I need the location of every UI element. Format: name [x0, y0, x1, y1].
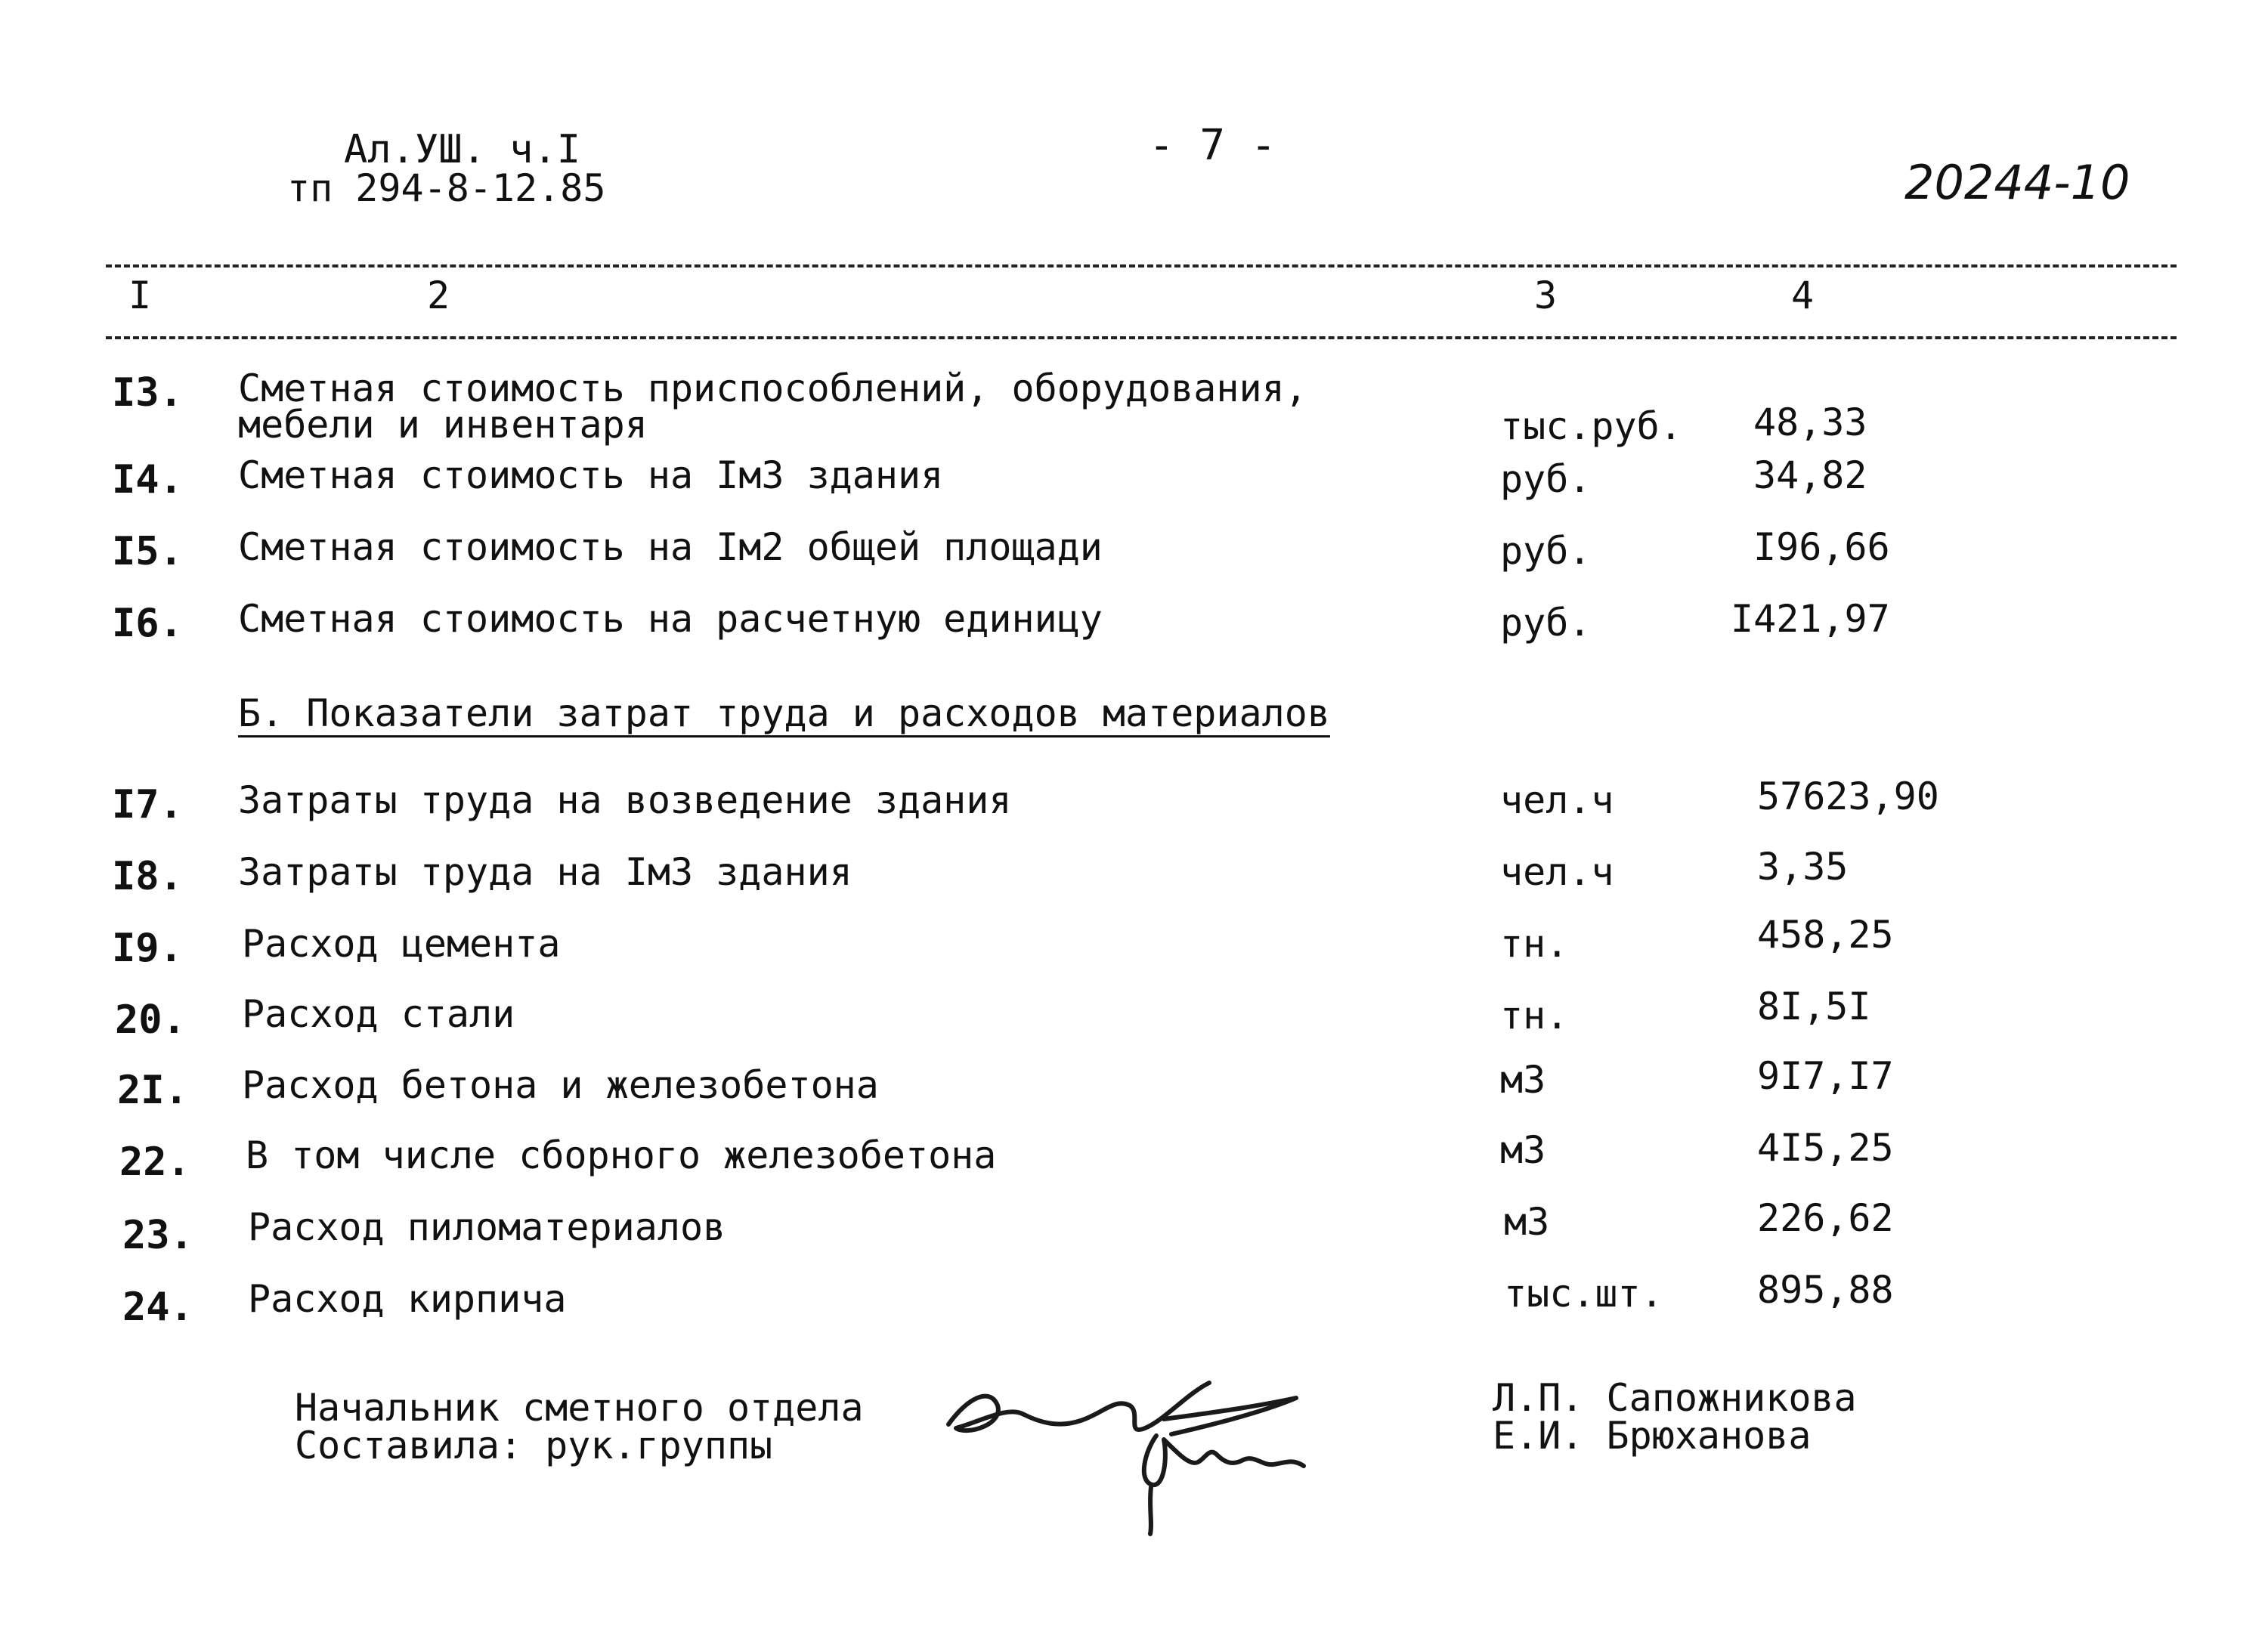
row-number: 22.	[119, 1140, 190, 1185]
row-value: 226,62	[1757, 1196, 1894, 1240]
signature-stroke-1	[948, 1383, 1296, 1434]
signature-names	[1493, 1376, 1857, 1458]
row-number: 20.	[115, 997, 186, 1043]
row-description: Расход стали	[242, 992, 515, 1036]
column-header-2: 2	[427, 274, 450, 317]
row-number: I7.	[112, 782, 183, 827]
row-value: 8I,5I	[1757, 985, 1871, 1028]
column-header-4: 4	[1791, 274, 1815, 317]
row-value: 48,33	[1753, 400, 1867, 444]
column-header-3: 3	[1534, 274, 1558, 317]
row-unit: чел.ч	[1500, 850, 1614, 894]
signature-name-2: Е.И. Брюханова	[1493, 1414, 1812, 1458]
signature-stroke-3	[1150, 1487, 1151, 1534]
signature-stroke-2	[1144, 1436, 1304, 1485]
row-number: I4.	[112, 457, 183, 502]
row-description	[238, 366, 1307, 447]
row-description: Расход цемента	[242, 922, 561, 966]
row-description-line: Сметная стоимость приспособлений, оборудования,	[238, 366, 1307, 410]
row-unit: руб.	[1500, 457, 1592, 501]
row-value: 458,25	[1757, 913, 1894, 957]
row-description: Расход пиломатериалов	[248, 1205, 726, 1249]
row-value: 3,35	[1757, 845, 1849, 889]
row-value: 34,82	[1753, 453, 1867, 497]
row-unit: руб.	[1500, 601, 1592, 645]
row-unit: тыс.шт.	[1504, 1272, 1663, 1316]
row-description: Расход бетона и железобетона	[242, 1063, 879, 1107]
signature-name-1: Л.П. Сапожникова	[1493, 1376, 1857, 1420]
row-description: В том числе сборного железобетона	[246, 1133, 997, 1177]
row-number: I8.	[112, 854, 183, 899]
row-number: I6.	[112, 601, 183, 646]
row-description-line: мебели и инвентаря	[238, 403, 648, 447]
row-value: 57623,90	[1757, 775, 1939, 818]
row-unit: тн.	[1500, 994, 1569, 1037]
header-bottom-rule	[106, 336, 2177, 339]
signature-role-1: Начальник сметного отдела	[295, 1386, 864, 1430]
project-code: тп 294-8-12.85	[287, 166, 606, 210]
row-number: 2I.	[117, 1068, 188, 1113]
row-number: I9.	[112, 926, 183, 971]
row-unit: тыс.руб.	[1500, 404, 1682, 448]
row-unit: чел.ч	[1500, 778, 1614, 822]
signature-roles	[295, 1386, 864, 1467]
handwritten-signatures	[937, 1353, 1391, 1549]
row-unit: тн.	[1500, 922, 1569, 966]
row-unit: м3	[1504, 1200, 1550, 1244]
signature-role-2: Составила: рук.группы	[295, 1424, 773, 1467]
row-value: I96,66	[1753, 525, 1890, 569]
row-description: Сметная стоимость на расчетную единицу	[238, 597, 1103, 641]
row-value: 9I7,I7	[1757, 1054, 1894, 1098]
row-unit: руб.	[1500, 529, 1592, 573]
section-heading: Б. Показатели затрат труда и расходов материалов	[238, 691, 1330, 735]
row-value: 895,88	[1757, 1268, 1894, 1312]
row-description: Расход кирпича	[248, 1277, 567, 1321]
row-description: Сметная стоимость на Iм2 общей площади	[238, 525, 1103, 569]
row-description: Затраты труда на Iм3 здания	[238, 850, 852, 894]
page-number: - 7 -	[1149, 121, 1276, 170]
row-description: Сметная стоимость на Iм3 здания	[238, 453, 944, 497]
row-value: 4I5,25	[1757, 1126, 1894, 1170]
row-value: I421,97	[1731, 597, 1890, 641]
album-label: Ал.УШ. ч.I	[344, 127, 581, 172]
document-number: 20244-10	[1904, 155, 2130, 210]
row-unit: м3	[1500, 1058, 1546, 1102]
row-number: I5.	[112, 529, 183, 574]
top-rule	[106, 264, 2177, 267]
row-number: 24.	[122, 1285, 193, 1330]
row-unit: м3	[1500, 1128, 1546, 1172]
row-description: Затраты труда на возведение здания	[238, 778, 1012, 822]
column-header-1: I	[128, 274, 152, 317]
row-number: I3.	[112, 370, 183, 416]
row-number: 23.	[122, 1213, 193, 1258]
